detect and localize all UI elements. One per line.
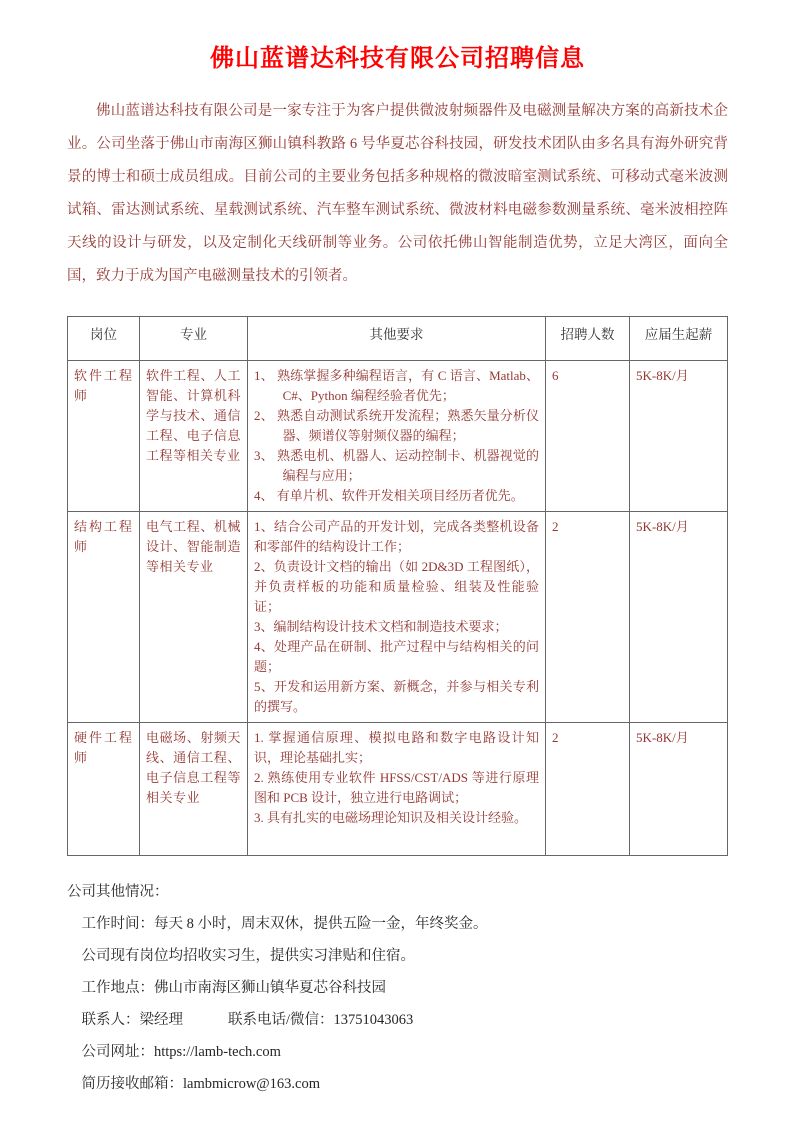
requirement-item: 1. 掌握通信原理、模拟电路和数字电路设计知识，理论基础扎实； [254,730,539,765]
cell-position: 结构工程师 [68,512,140,723]
col-header-salary: 应届生起薪 [630,317,728,361]
table-row-structural-engineer [68,512,728,723]
work-time-line: 工作时间：每天 8 小时，周末双休，提供五险一金，年终奖金。 [81,916,488,932]
requirement-item: 2、 熟悉自动测试系统开发流程；熟悉矢量分析仪器、频谱仪等射频仪器的编程； [254,408,539,443]
cell-requirements [248,361,546,512]
cell-major: 电磁场、射频天线、通信工程、电子信息工程等相关专业 [140,723,248,856]
intern-line: 公司现有岗位均招收实习生，提供实习津贴和住宿。 [81,948,415,964]
table-header-row [68,317,728,361]
table-row-hardware-engineer [68,723,728,856]
cell-headcount: 6 [546,361,630,512]
other-info-heading: 公司其他情况： [67,884,169,900]
cell-requirements [248,512,546,723]
cell-salary: 5K-8K/月 [630,723,728,856]
email-line: 简历接收邮箱：lambmicrow@163.com [81,1076,320,1092]
work-location-line: 工作地点：佛山市南海区狮山镇华夏芯谷科技园 [81,980,386,996]
cell-headcount: 2 [546,512,630,723]
cell-major: 软件工程、人工智能、计算机科学与技术、通信工程、电子信息工程等相关专业 [140,361,248,512]
requirement-item: 4、处理产品在研制、批产过程中与结构相关的问题； [254,639,539,674]
cell-major: 电气工程、机械设计、智能制造等相关专业 [140,512,248,723]
requirement-item: 4、 有单片机、软件开发相关项目经历者优先。 [254,488,524,503]
requirement-item: 3、 熟悉电机、机器人、运动控制卡、机器视觉的编程与应用； [254,448,539,483]
page-title: 佛山蓝谱达科技有限公司招聘信息 [210,44,585,72]
cell-position: 软件工程师 [68,361,140,512]
contact-line [67,1010,728,1031]
cell-requirements [248,723,546,856]
col-header-major: 专业 [140,317,248,361]
col-header-position: 岗位 [68,317,140,361]
contact-person: 联系人：梁经理 [81,1012,183,1028]
requirement-item: 3. 具有扎实的电磁场理论知识及相关设计经验。 [254,810,528,825]
requirement-item: 3、编制结构设计技术文档和制造技术要求； [254,619,508,634]
requirement-item: 2、负责设计文档的输出（如 2D&3D 工程图纸），并负责样板的功能和质量检验、组装及性能验证； [254,559,539,614]
requirement-item: 1、 熟练掌握多种编程语言，有 C 语言、Matlab、C#、Python 编程经验者优先； [254,368,539,403]
cell-headcount: 2 [546,723,630,856]
requirement-item: 1、结合公司产品的开发计划，完成各类整机设备和零部件的结构设计工作； [254,519,539,554]
col-header-headcount: 招聘人数 [546,317,630,361]
requirement-item: 5、开发和运用新方案、新概念，并参与相关专利的撰写。 [254,679,539,714]
jobs-table [67,316,728,856]
table-row-software-engineer [68,361,728,512]
intro-paragraph: 佛山蓝谱达科技有限公司是一家专注于为客户提供微波射频器件及电磁测量解决方案的高新技术企业。公司坐落于佛山市南海区狮山镇科教路 6 号华夏芯谷科技园，研发技术团队由多名具有海外研究背景的博士和硕士成员组成。目前公司的主要业务包括多种规格的微波暗室测试系统、可移动式毫米波测试箱、雷达测试系统、星载测试系统、汽车整车测试系统、微波材料电磁参数测量系统、毫米波相控阵天线的设计与研发，以及定制化天线研制等业务。公司依托佛山智能制造优势，立足大湾区，面向全国，致力于成为国产电磁测量技术的引领者。 [67,103,728,284]
website-line: 公司网址：https://lamb-tech.com [81,1044,281,1060]
cell-position: 硬件工程师 [68,723,140,856]
col-header-requirements: 其他要求 [248,317,546,361]
cell-salary: 5K-8K/月 [630,361,728,512]
company-other-info [67,882,728,1095]
contact-phone: 联系电话/微信：13751043063 [228,1012,414,1028]
cell-salary: 5K-8K/月 [630,512,728,723]
requirement-item: 2. 熟练使用专业软件 HFSS/CST/ADS 等进行原理图和 PCB 设计，独立进行电路调试； [254,770,539,805]
